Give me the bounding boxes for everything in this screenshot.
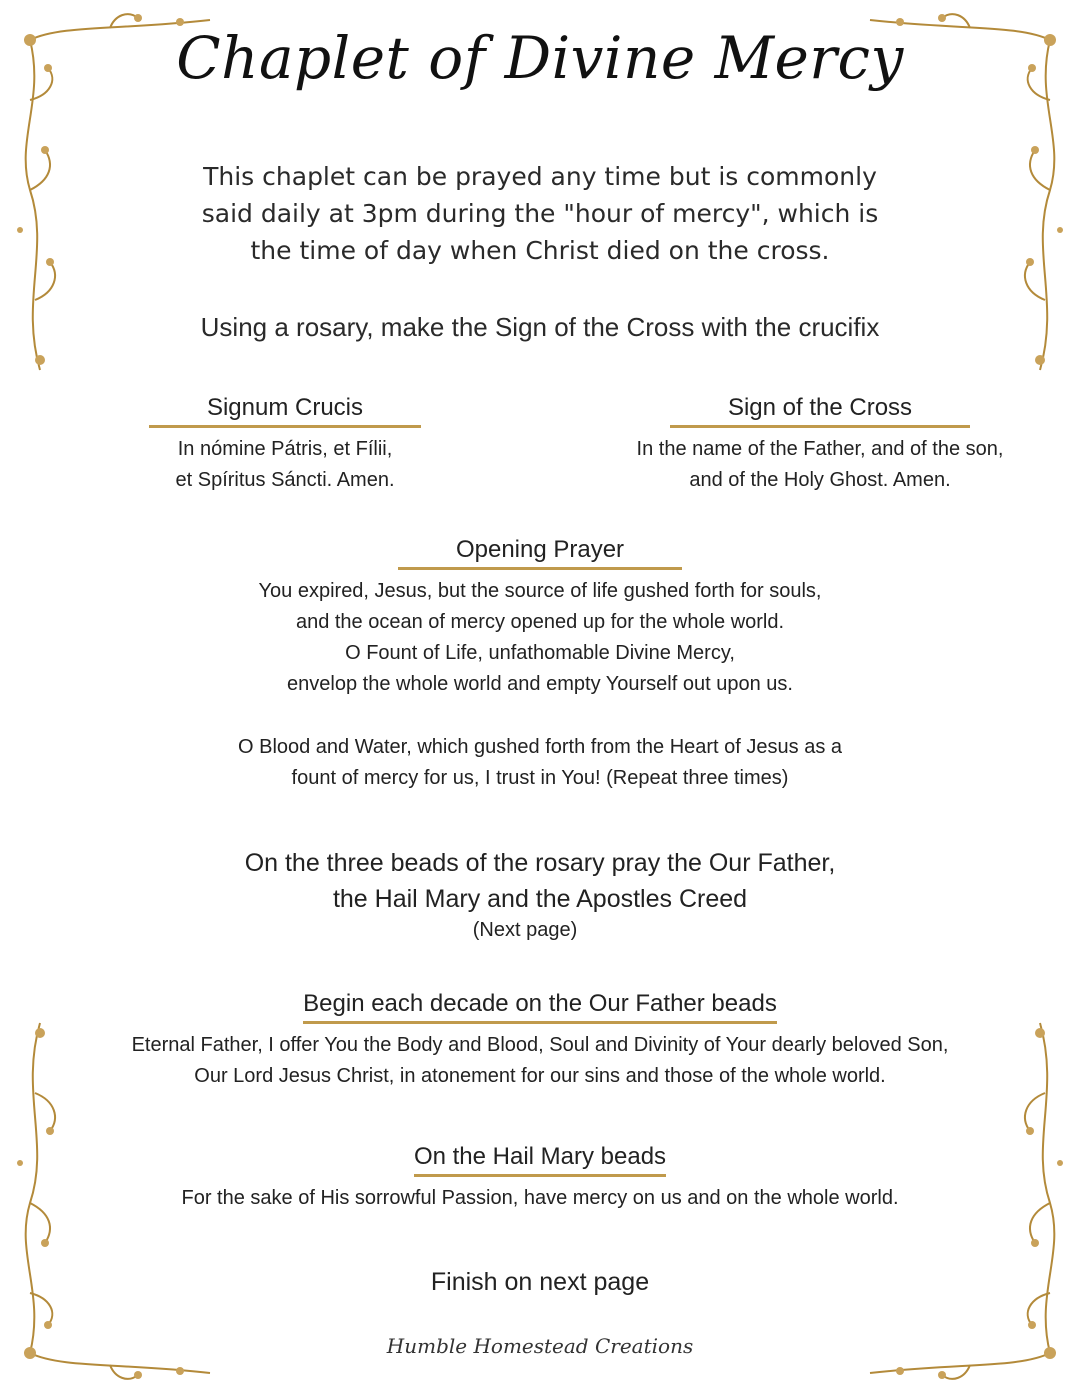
english-line: and of the Holy Ghost. Amen. — [689, 469, 951, 491]
intro-line: This chaplet can be prayed any time but is commonly — [203, 162, 877, 191]
english-heading: Sign of the Cross — [670, 394, 970, 428]
opening-prayer-line: O Fount of Life, unfathomable Divine Mercy, — [345, 642, 735, 664]
finish-note — [0, 1264, 1080, 1300]
latin-heading: Signum Crucis — [149, 394, 421, 428]
hail-mary-line: For the sake of His sorrowful Passion, have mercy on us and on the whole world. — [181, 1187, 899, 1209]
using-rosary-instruction: Using a rosary, make the Sign of the Cross with the crucifix — [200, 312, 880, 342]
decade-heading: Begin each decade on the Our Father beads — [303, 990, 777, 1024]
intro-line: the time of day when Christ died on the cross. — [250, 236, 830, 265]
intro-line: said daily at 3pm during the "hour of mercy", which is — [201, 199, 879, 228]
three-beads-line: On the three beads of the rosary pray the Our Father, — [244, 849, 836, 877]
three-beads-line: the Hail Mary and the Apostles Creed — [332, 885, 748, 913]
finish-text: Finish on next page — [430, 1268, 650, 1296]
opening-prayer-line: envelop the whole world and empty Yourself out upon us. — [287, 673, 793, 695]
hail-mary-section — [0, 1143, 1080, 1214]
page-title: Chaplet of Divine Mercy — [176, 24, 904, 92]
opening-prayer-line: and the ocean of mercy opened up for the whole world. — [295, 611, 785, 633]
hail-mary-heading: On the Hail Mary beads — [414, 1143, 666, 1177]
decade-line: Eternal Father, I offer You the Body and Blood, Soul and Divinity of Your dearly beloved Son, — [131, 1034, 949, 1056]
opening-prayer-line: fount of mercy for us, I trust in You! (Repeat three times) — [291, 767, 789, 789]
opening-prayer-heading: Opening Prayer — [398, 536, 682, 570]
latin-sign-of-cross — [120, 394, 450, 496]
intro-text — [150, 158, 930, 269]
opening-prayer-line: You expired, Jesus, but the source of life gushed forth for souls, — [258, 580, 822, 602]
latin-line: In nómine Pátris, et Fílii, — [177, 438, 393, 460]
three-beads-section — [0, 845, 1080, 943]
creator-signature: Humble Homestead Creations — [386, 1334, 694, 1358]
english-sign-of-cross — [598, 394, 1042, 496]
opening-prayer-line: O Blood and Water, which gushed forth from the Heart of Jesus as a — [237, 736, 842, 758]
decade-line: Our Lord Jesus Christ, in atonement for our sins and those of the whole world. — [194, 1065, 886, 1087]
opening-prayer-section — [0, 536, 1080, 794]
latin-line: et Spíritus Sáncti. Amen. — [175, 469, 395, 491]
decade-section — [0, 990, 1080, 1092]
next-page-note: (Next page) — [472, 919, 578, 941]
english-line: In the name of the Father, and of the son, — [636, 438, 1004, 460]
